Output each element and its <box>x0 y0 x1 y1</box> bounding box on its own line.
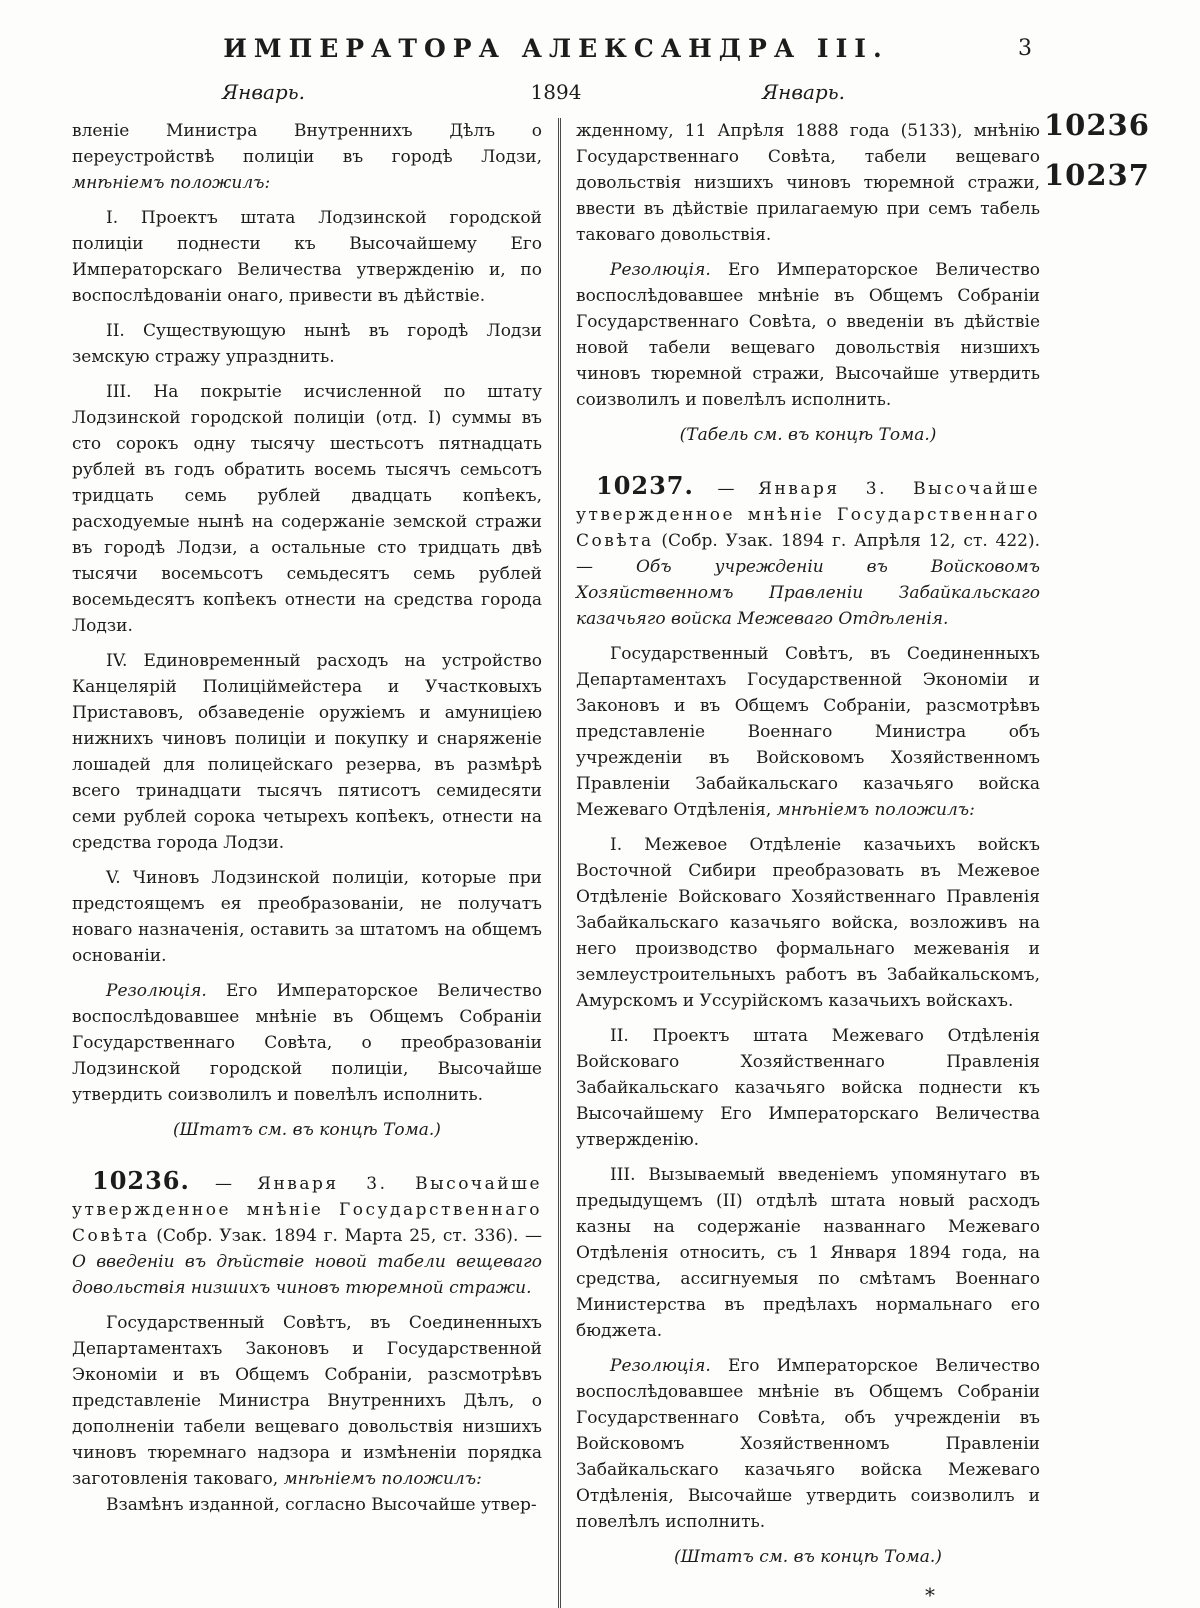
item-ii <box>72 318 542 370</box>
continuation-paragraph <box>576 118 1040 248</box>
subheader-month-right: Январь. <box>762 80 845 104</box>
law-heading-10237 <box>576 471 1041 632</box>
text-segment: Резолюція. <box>610 260 711 280</box>
text-segment: мнѣніемъ положилъ: <box>72 173 271 193</box>
text-segment: * <box>925 1583 935 1607</box>
page-header <box>72 34 1040 63</box>
resolution-paragraph <box>72 978 542 1108</box>
text-segment: (Штатъ см. въ концѣ Тома.) <box>674 1547 942 1567</box>
margin-law-number-10236: 10236 <box>1044 108 1150 142</box>
text-segment: V. Чиновъ Лодзинской полиціи, которые при предстоящемъ ея преобразованіи, не получатъ новаго назначенія, оставить за штатомъ на общемъ основаніи. <box>72 868 542 966</box>
item-v <box>72 865 542 969</box>
text-segment: О введеніи въ дѣйствіе новой табели вещеваго довольствія низшихъ чиновъ тюремной стражи. <box>72 1252 542 1298</box>
continuation-paragraph <box>72 118 542 196</box>
text-segment: мнѣніемъ положилъ: <box>283 1469 482 1489</box>
item-iii <box>576 1162 1040 1344</box>
text-segment: — <box>693 479 759 499</box>
end-note <box>576 422 1040 448</box>
item-ii <box>576 1023 1040 1153</box>
text-segment: — <box>189 1174 258 1194</box>
text-segment: 10236. <box>92 1166 190 1195</box>
page-number: 3 <box>1018 36 1032 61</box>
text-segment: III. На покрытіе исчисленной по штату Лодзинской городской полиціи (отд. I) суммы въ сто сорокъ одну тысячу шестьсотъ пятнадцать рублей въ годъ обратить восемь тысячъ семьсотъ тридцать семь рублей двадцать копѣекъ, расходуемые нынѣ на содержаніе земской стражи въ городѣ Лодзи, а остальные сто тридцать двѣ тысячи восемьсотъ семьдесятъ семь рублей восемьдесятъ копѣекъ отнести на средства города Лодзи. <box>72 382 542 636</box>
text-segment: вленіе Министра Внутреннихъ Дѣлъ о переустройствѣ полиціи въ городѣ Лодзи, <box>72 121 542 167</box>
subheader-month-left: Январь. <box>222 80 305 104</box>
right-column <box>576 118 1040 1608</box>
text-segment: Взамѣнъ изданной, согласно Высочайше утвер- <box>106 1495 537 1515</box>
left-column <box>72 118 542 1608</box>
text-segment: 10237. <box>596 471 694 500</box>
text-segment: II. Существующую нынѣ въ городѣ Лодзи земскую стражу упразднить. <box>72 321 542 367</box>
column-divider-rule <box>558 118 561 1608</box>
item-iii <box>72 379 542 639</box>
text-segment: жденному, 11 Апрѣля 1888 года (5133), мнѣнію Государственнаго Совѣта, табели вещеваго довольствія низшихъ чиновъ тюремной стражи, ввести въ дѣйствіе прилагаемую при семъ табель таковаго довольствія. <box>576 121 1040 245</box>
text-segment: Государственный Совѣтъ, въ Соединенныхъ Департаментахъ Законовъ и Государственной Экономіи и въ Общемъ Собраніи, разсмотрѣвъ представленіе Министра Внутреннихъ Дѣлъ, о дополненіи табели вещеваго довольствія низшихъ чиновъ тюремнаго надзора и измѣненіи порядка заготовленія таковаго, <box>72 1313 542 1489</box>
text-segment: (Собр. Узак. 1894 г. Марта 25, ст. 336). — <box>149 1226 542 1246</box>
item-i <box>576 832 1040 1014</box>
text-segment: Его Императорское Величество воспослѣдовавшее мнѣніе въ Общемъ Собраніи Государственнаго Совѣта, о преобразованіи Лодзинской городской полиціи, Высочайше утвердить соизволилъ и повелѣлъ исполнить. <box>72 981 542 1105</box>
footnote-mark <box>576 1582 1040 1608</box>
text-segment: Государственный Совѣтъ, въ Соединенныхъ Департаментахъ Государственной Экономіи и Законовъ и въ Общемъ Собраніи, разсмотрѣвъ представленіе Военнаго Министра объ учрежденіи въ Войсковомъ Хозяйственномъ Правленіи Забайкальскаго казачьяго войска Межеваго Отдѣленія, <box>576 644 1040 820</box>
body-paragraph <box>72 1310 542 1492</box>
text-segment: мнѣніемъ положилъ: <box>776 800 975 820</box>
text-segment: IV. Единовременный расходъ на устройство Канцелярій Полиціймейстера и Участковыхъ Приставовъ, обзаведеніе оружіемъ и амуниціею нижнихъ чиновъ полиціи и покупку и снаряженіе лошадей для полицейскаго резерва, въ размѣрѣ всего тринадцати тысячъ пятисотъ семидесяти семи рублей сорока четырехъ копѣекъ, отнести на средства города Лодзи. <box>72 651 542 853</box>
text-segment: (Собр. Узак. 1894 г. Апрѣля 12, ст. 422). — <box>576 531 1040 577</box>
page-body <box>72 118 1040 1608</box>
text-segment: Резолюція. <box>610 1356 711 1376</box>
text-segment: I. Проектъ штата Лодзинской городской полиціи поднести къ Высочайшему Его Императорскаго Величества утвержденію и, по воспослѣдованіи онаго, привести въ дѣйствіе. <box>72 208 542 306</box>
text-segment: Объ учрежденіи въ Войсковомъ Хозяйственномъ Правленіи Забайкальскаго казачьяго войска Межеваго Отдѣленія. <box>576 557 1040 629</box>
text-segment: Резолюція. <box>106 981 207 1001</box>
end-note <box>576 1544 1040 1570</box>
text-segment: Января 3. Высочайше утвержденное мнѣніе Государственнаго Совѣта <box>576 479 1041 551</box>
text-segment: I. Межевое Отдѣленіе казачьихъ войскъ Восточной Сибири преобразовать въ Межевое Отдѣленіе Войсковаго Хозяйственнаго Правленія Забайкальскаго казачьяго войска, возложивъ на него производство формальнаго межеванія и землеустроительныхъ работъ въ Забайкальскомъ, Амурскомъ и Уссурійскомъ казачьихъ войскахъ. <box>576 835 1040 1011</box>
text-segment: Января 3. Высочайше утвержденное мнѣніе Государственнаго Совѣта <box>72 1174 543 1246</box>
page-subheader <box>72 80 1040 108</box>
end-note <box>72 1117 542 1143</box>
text-segment: III. Вызываемый введеніемъ упомянутаго въ предыдущемъ (II) отдѣлѣ штата новый расходъ казны на содержаніе названнаго Межеваго Отдѣленія относить, съ 1 Января 1894 года, на средства, ассигнуемыя по смѣтамъ Военнаго Министерства въ предѣлахъ нормальнаго его бюджета. <box>576 1165 1040 1341</box>
item-iv <box>72 648 542 856</box>
text-segment: II. Проектъ штата Межеваго Отдѣленія Войсковаго Хозяйственнаго Правленія Забайкальскаго казачьяго войска поднести къ Высочайшему Его Императорскаго Величества утвержденію. <box>576 1026 1040 1150</box>
resolution-paragraph <box>576 257 1040 413</box>
body-paragraph <box>576 641 1040 823</box>
text-segment: (Штатъ см. въ концѣ Тома.) <box>173 1120 441 1140</box>
body-paragraph <box>72 1492 542 1518</box>
item-i <box>72 205 542 309</box>
resolution-paragraph <box>576 1353 1040 1535</box>
text-segment: Его Императорское Величество воспослѣдовавшее мнѣніе въ Общемъ Собраніи Государственнаго Совѣта, объ учрежденіи въ Войсковомъ Хозяйственномъ Правленіи Забайкальскаго казачьяго войска Межеваго Отдѣленія, Высочайше утвердить соизволилъ и повелѣлъ исполнить. <box>576 1356 1040 1532</box>
running-title: ИМПЕРАТОРА АЛЕКСАНДРА III. <box>223 34 889 63</box>
margin-law-number-10237: 10237 <box>1044 158 1150 192</box>
subheader-year: 1894 <box>530 80 582 104</box>
law-heading-10236 <box>72 1166 543 1301</box>
text-segment: (Табель см. въ концѣ Тома.) <box>679 425 937 445</box>
text-segment: Его Императорское Величество воспослѣдовавшее мнѣніе въ Общемъ Собраніи Государственнаго Совѣта, о введеніи въ дѣйствіе новой табели вещеваго довольствія низшихъ чиновъ тюремной стражи, Высочайше утвердить соизволилъ и повелѣлъ исполнить. <box>576 260 1040 410</box>
